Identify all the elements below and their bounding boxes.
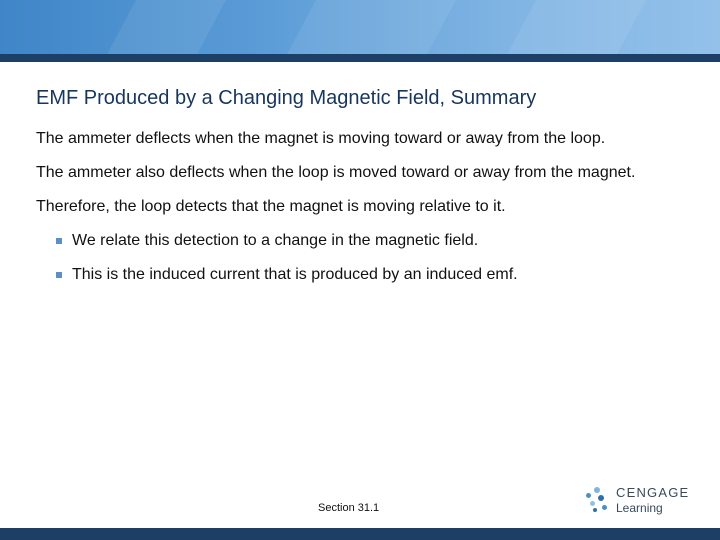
- square-bullet-icon: [56, 272, 62, 278]
- banner-facet: [263, 0, 477, 54]
- square-bullet-icon: [56, 238, 62, 244]
- banner-facet: [483, 0, 667, 54]
- paragraph: The ammeter deflects when the magnet is moving toward or away from the loop.: [36, 130, 606, 147]
- paragraph: Therefore, the loop detects that the magnet is moving relative to it.: [36, 198, 506, 215]
- bullet-text: We relate this detection to a change in the magnetic field.: [72, 232, 479, 249]
- bullet-text: This is the induced current that is produced by an induced emf.: [72, 266, 518, 283]
- cengage-mark-icon: [584, 487, 610, 515]
- logo-text-top: CENGAGE: [616, 485, 690, 500]
- logo-text-bottom: Learning: [616, 501, 663, 515]
- banner-facet: [83, 0, 247, 54]
- section-label: Section 31.1: [318, 502, 380, 514]
- cengage-logo: [584, 485, 694, 519]
- bullet-item: [36, 232, 686, 250]
- header-banner: [0, 0, 720, 54]
- slide-body: [36, 130, 686, 300]
- paragraph: The ammeter also deflects when the loop is moved toward or away from the magnet.: [36, 164, 636, 181]
- footer-bar: [0, 528, 720, 540]
- logo-wordmark: [616, 485, 689, 515]
- header-stripe: [0, 54, 720, 62]
- bullet-item: [36, 266, 686, 284]
- slide-title: EMF Produced by a Changing Magnetic Field, Summary: [36, 87, 537, 109]
